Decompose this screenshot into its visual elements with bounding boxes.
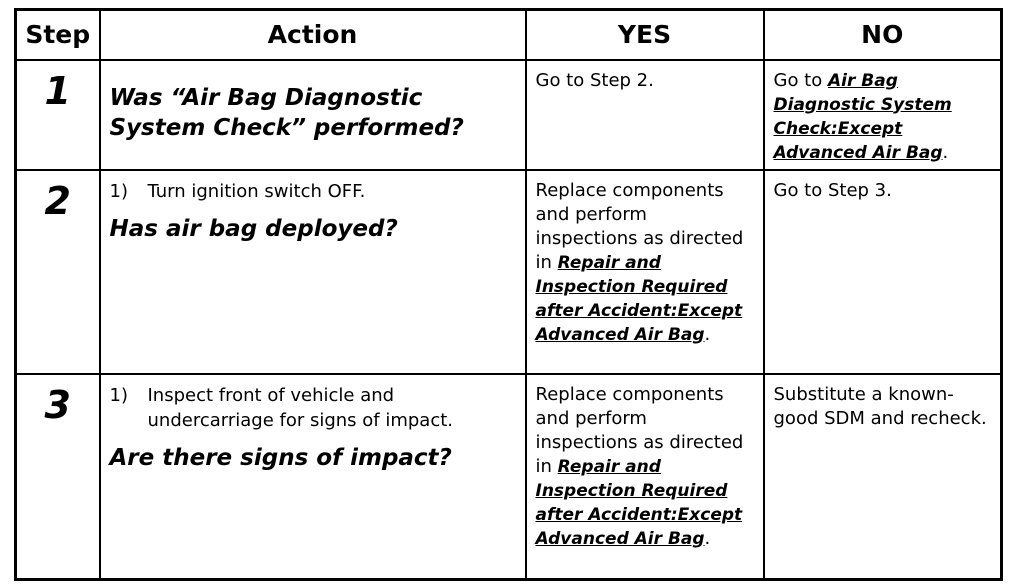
substep-text: Turn ignition switch OFF.	[147, 180, 366, 202]
question-text: Has air bag deployed?	[109, 215, 398, 242]
link-repair-and-inspection[interactable]: Repair and Inspection Required after Accident:Except Advanced Air Bag	[535, 456, 743, 549]
yes-prefix: Replace components and perform inspections as directed in	[535, 383, 744, 477]
no-cell	[764, 170, 1002, 374]
step-cell	[16, 60, 100, 170]
substep	[110, 383, 517, 433]
yes-suffix: .	[704, 527, 711, 549]
step-cell	[16, 374, 100, 580]
no-text: Substitute a known-good SDM and recheck.	[773, 383, 987, 429]
yes-cell	[526, 60, 764, 170]
no-suffix: .	[942, 141, 949, 163]
diagnostic-table	[14, 8, 1003, 581]
yes-cell	[526, 374, 764, 580]
table-row	[16, 60, 1002, 170]
step-number: 1	[44, 68, 71, 113]
header-row	[16, 10, 1002, 60]
yes-cell	[526, 170, 764, 374]
table-row	[16, 374, 1002, 580]
no-cell	[764, 374, 1002, 580]
link-air-bag-diagnostic-system-check[interactable]: Air Bag Diagnostic System Check:Except Advanced Air Bag	[773, 70, 952, 163]
question-text: Are there signs of impact?	[109, 444, 452, 471]
substep	[110, 179, 517, 204]
substep-number: 1)	[109, 180, 128, 202]
substep-text: Inspect front of vehicle and undercarriage for signs of impact.	[147, 384, 454, 431]
link-repair-and-inspection[interactable]: Repair and Inspection Required after Accident:Except Advanced Air Bag	[535, 252, 743, 345]
header-step: Step	[16, 10, 100, 60]
step-cell	[16, 170, 100, 374]
action-cell	[100, 374, 526, 580]
substep-number: 1)	[109, 384, 128, 406]
yes-prefix: Replace components and perform inspections as directed in	[535, 179, 744, 273]
no-cell	[764, 60, 1002, 170]
no-text: Go to Step 3.	[773, 179, 892, 201]
yes-text: Go to Step 2.	[535, 69, 654, 91]
action-cell	[100, 170, 526, 374]
header-yes: YES	[526, 10, 764, 60]
header-no: NO	[764, 10, 1002, 60]
step-number: 3	[44, 382, 71, 427]
header-action: Action	[100, 10, 526, 60]
question-text: Was “Air Bag Diagnostic System Check” performed?	[109, 84, 464, 141]
yes-suffix: .	[704, 323, 711, 345]
step-number: 2	[44, 178, 71, 223]
action-cell	[100, 60, 526, 170]
table-row	[16, 170, 1002, 374]
no-prefix: Go to	[773, 69, 828, 91]
